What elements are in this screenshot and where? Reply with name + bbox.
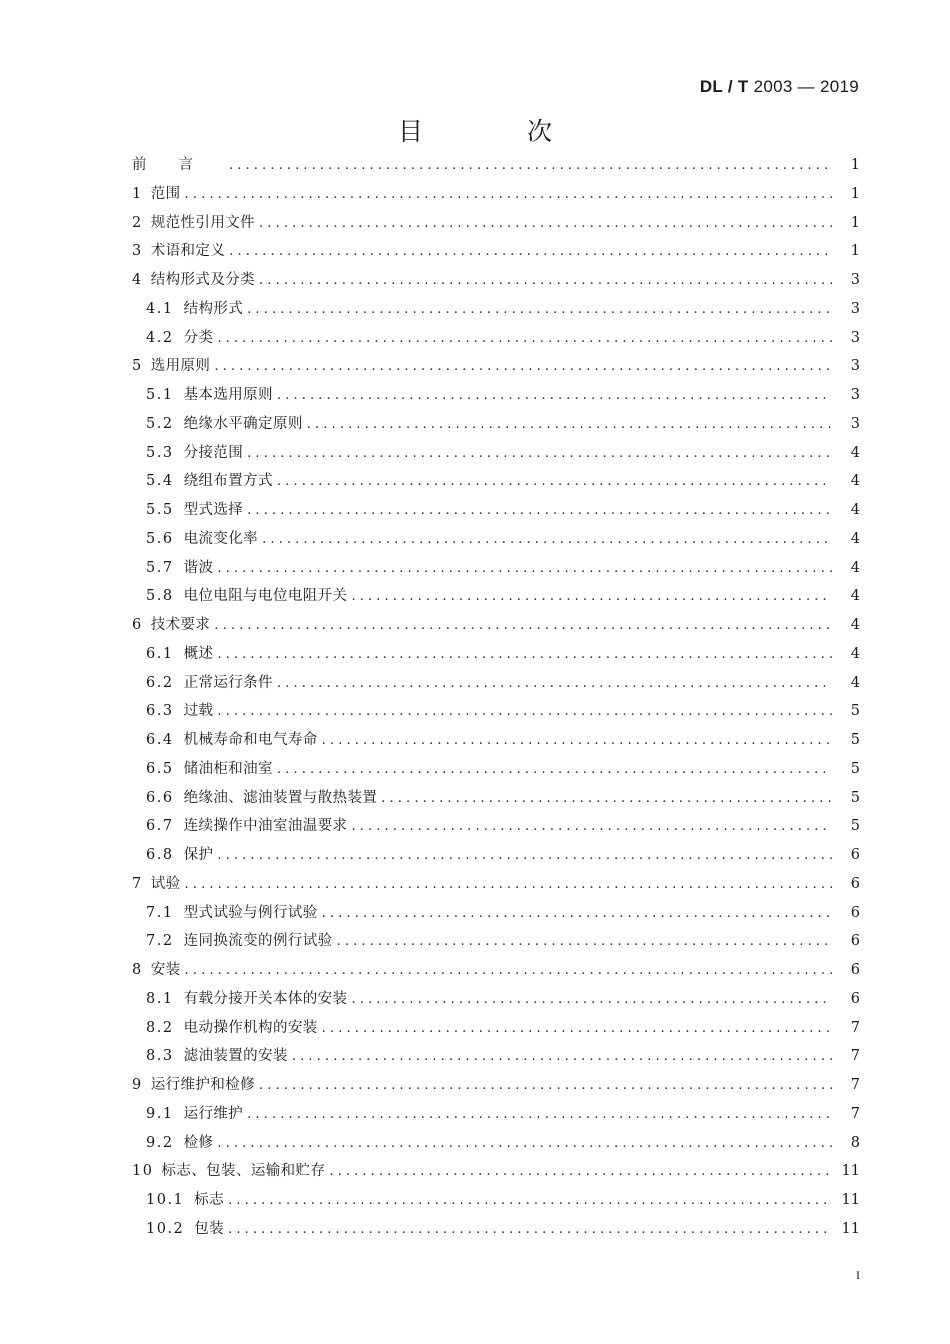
toc-entry[interactable] bbox=[132, 180, 860, 209]
toc-entry-number: 6.4 bbox=[146, 732, 174, 748]
toc-entry[interactable] bbox=[132, 841, 860, 870]
toc-entry-number: 10.1 bbox=[146, 1192, 185, 1208]
toc-entry-text: 技术要求 bbox=[150, 617, 211, 633]
toc-entry-label bbox=[146, 927, 333, 956]
toc-entry-label bbox=[146, 439, 243, 468]
toc-leader-dots bbox=[247, 1101, 832, 1129]
toc-leader-dots bbox=[329, 1158, 832, 1186]
toc-entry-text: 型式试验与例行试验 bbox=[183, 904, 318, 921]
toc-entry[interactable] bbox=[132, 927, 860, 956]
toc-entry-label bbox=[146, 381, 273, 410]
toc-entry-number: 10 bbox=[132, 1163, 154, 1180]
toc-entry[interactable] bbox=[132, 812, 860, 841]
toc-entry[interactable] bbox=[132, 1014, 860, 1043]
toc-entry[interactable] bbox=[132, 640, 860, 669]
toc-entry-text: 滤油装置的安装 bbox=[183, 1048, 288, 1065]
toc-entry-label bbox=[146, 812, 347, 841]
toc-entry-label bbox=[146, 1129, 213, 1158]
toc-entry-text: 谐波 bbox=[183, 559, 214, 576]
toc-leader-dots bbox=[228, 1216, 832, 1244]
toc-entry-label bbox=[146, 640, 213, 669]
toc-entry[interactable] bbox=[132, 1042, 860, 1071]
toc-entry-page: 11 bbox=[841, 1163, 860, 1180]
toc-entry-number: 8 bbox=[132, 962, 143, 978]
toc-entry[interactable] bbox=[132, 295, 860, 324]
toc-entry-label bbox=[146, 985, 347, 1014]
toc-entry-label bbox=[146, 899, 318, 928]
toc-entry-label bbox=[146, 582, 347, 611]
toc-entry[interactable] bbox=[132, 151, 860, 180]
toc-entry-page: 7 bbox=[850, 1048, 860, 1065]
toc-entry-page: 7 bbox=[850, 1077, 860, 1093]
toc-entry-text: 前言 bbox=[132, 157, 225, 173]
toc-entry-number: 6.3 bbox=[146, 703, 174, 720]
toc-entry-page: 1 bbox=[850, 157, 860, 173]
toc-entry[interactable] bbox=[132, 697, 860, 726]
toc-leader-dots bbox=[247, 440, 832, 468]
toc-entry-text: 运行维护和检修 bbox=[150, 1077, 256, 1093]
toc-entry-number: 8.1 bbox=[146, 990, 174, 1007]
toc-title: 目 次 bbox=[398, 117, 600, 146]
toc-entry-label bbox=[146, 554, 213, 583]
toc-entry-number: 7 bbox=[132, 875, 143, 892]
toc-entry-text: 包装 bbox=[194, 1220, 225, 1237]
toc-entry-page: 4 bbox=[850, 473, 860, 490]
toc-entry-text: 术语和定义 bbox=[150, 243, 226, 260]
toc-entry-label bbox=[132, 180, 181, 209]
toc-entry-page: 11 bbox=[841, 1220, 860, 1237]
toc-leader-dots bbox=[229, 238, 832, 266]
toc-entry-page: 1 bbox=[850, 185, 860, 202]
toc-entry[interactable] bbox=[132, 870, 860, 899]
toc-leader-dots bbox=[351, 583, 832, 611]
toc-entry[interactable] bbox=[132, 985, 860, 1014]
toc-entry-number: 5.5 bbox=[146, 502, 174, 518]
toc-entry-number: 5 bbox=[132, 358, 143, 375]
toc-leader-dots bbox=[185, 871, 832, 899]
toc-entry-page: 1 bbox=[850, 243, 860, 260]
toc-entry-number: 5.3 bbox=[146, 444, 174, 461]
toc-entry-number: 5.1 bbox=[146, 387, 174, 403]
toc-leader-dots bbox=[322, 727, 832, 755]
toc-entry-number: 4.2 bbox=[146, 329, 174, 346]
toc-entry-page: 4 bbox=[850, 674, 860, 691]
toc-entry-label bbox=[132, 611, 210, 640]
toc-entry-number: 7.2 bbox=[146, 933, 174, 950]
toc-entry-page: 6 bbox=[850, 847, 860, 863]
toc-entry-page: 7 bbox=[850, 1105, 860, 1122]
toc-entry-label bbox=[146, 1186, 224, 1215]
toc-leader-dots bbox=[307, 411, 832, 439]
toc-entry[interactable] bbox=[132, 352, 860, 381]
toc-entry[interactable] bbox=[132, 956, 860, 985]
toc-entry[interactable] bbox=[132, 1186, 860, 1215]
toc-entry-text: 检修 bbox=[183, 1134, 214, 1151]
toc-entry-number: 10.2 bbox=[146, 1220, 185, 1237]
toc-entry-text: 安装 bbox=[150, 962, 181, 978]
toc-entry[interactable] bbox=[132, 410, 860, 439]
toc-leader-dots bbox=[381, 785, 832, 813]
toc-leader-dots bbox=[277, 382, 832, 410]
toc-entry[interactable] bbox=[132, 1071, 860, 1100]
toc-entry-page: 8 bbox=[850, 1134, 860, 1151]
toc-entry-number: 2 bbox=[132, 214, 143, 231]
toc-entry-text: 绝缘水平确定原则 bbox=[183, 415, 303, 432]
toc-entry-number: 5.4 bbox=[146, 473, 174, 490]
toc-entry-number: 6.7 bbox=[146, 818, 174, 835]
toc-entry-number: 6.2 bbox=[146, 674, 174, 691]
toc-leader-dots bbox=[214, 353, 832, 381]
toc-entry-number: 5.2 bbox=[146, 415, 174, 432]
toc-entry-label bbox=[146, 841, 213, 870]
toc-entry[interactable] bbox=[132, 266, 860, 295]
toc-leader-dots bbox=[217, 325, 832, 353]
toc-leader-dots bbox=[277, 468, 832, 496]
toc-entry-page: 3 bbox=[850, 329, 860, 346]
toc-entry[interactable] bbox=[132, 439, 860, 468]
toc-entry-text: 绕组布置方式 bbox=[183, 473, 273, 490]
toc-entry-label bbox=[146, 1014, 318, 1043]
toc-entry[interactable] bbox=[132, 525, 860, 554]
toc-entry-page: 5 bbox=[850, 818, 860, 835]
toc-entry-page: 3 bbox=[850, 358, 860, 375]
toc-leader-dots bbox=[228, 1187, 832, 1215]
toc-entry-text: 电流变化率 bbox=[183, 530, 259, 547]
toc-entry-text: 结构形式 bbox=[183, 300, 244, 317]
toc-entry-page: 7 bbox=[850, 1019, 860, 1036]
toc-entry-number: 9.1 bbox=[146, 1105, 174, 1122]
toc-entry-text: 运行维护 bbox=[183, 1105, 244, 1122]
toc-entry[interactable] bbox=[132, 755, 860, 784]
toc-entry-page: 4 bbox=[850, 588, 860, 605]
toc-entry-label bbox=[146, 755, 273, 784]
toc-entry-text: 标志 bbox=[194, 1192, 225, 1208]
toc-entry-page: 3 bbox=[850, 300, 860, 317]
toc-leader-dots bbox=[322, 900, 832, 928]
toc-entry-number: 5.7 bbox=[146, 559, 174, 576]
toc-entry-page: 5 bbox=[850, 760, 860, 777]
toc-entry-text: 有载分接开关本体的安装 bbox=[183, 990, 348, 1007]
toc-entry-number: 6.1 bbox=[146, 645, 174, 662]
toc-entry-label bbox=[146, 467, 273, 496]
toc-entry-label bbox=[146, 726, 318, 755]
toc-leader-dots bbox=[351, 986, 832, 1014]
toc-entry-page: 3 bbox=[850, 415, 860, 432]
toc-leader-dots bbox=[229, 152, 832, 180]
toc-entry-text: 结构形式及分类 bbox=[150, 272, 256, 288]
toc-entry-label bbox=[146, 410, 303, 439]
toc-entry-page: 3 bbox=[850, 387, 860, 403]
toc-leader-dots bbox=[259, 267, 832, 295]
toc-leader-dots bbox=[217, 842, 832, 870]
toc-entry-page: 4 bbox=[850, 530, 860, 547]
toc-entry-number: 9 bbox=[132, 1077, 143, 1093]
toc-entry-label bbox=[146, 669, 273, 698]
toc-entry-page: 6 bbox=[850, 875, 860, 892]
toc-leader-dots bbox=[351, 813, 832, 841]
toc-entry-number: 5.8 bbox=[146, 588, 174, 605]
toc-entry-label bbox=[132, 209, 255, 238]
toc-entry-text: 电位电阻与电位电阻开关 bbox=[183, 588, 348, 605]
toc-entry[interactable] bbox=[132, 1157, 860, 1186]
toc-entry-label bbox=[132, 151, 225, 180]
toc-entry-label bbox=[146, 697, 213, 726]
toc-entry-number: 6.6 bbox=[146, 789, 174, 806]
toc-entry[interactable] bbox=[132, 209, 860, 238]
toc-leader-dots bbox=[185, 957, 832, 985]
toc-entry-label bbox=[132, 956, 181, 985]
toc-leader-dots bbox=[214, 612, 832, 640]
toc-entry-text: 规范性引用文件 bbox=[150, 214, 256, 231]
toc-entry[interactable] bbox=[132, 1215, 860, 1244]
toc-entry[interactable] bbox=[132, 726, 860, 755]
toc-leader-dots bbox=[337, 928, 832, 956]
toc-entry[interactable] bbox=[132, 381, 860, 410]
toc-entry[interactable] bbox=[132, 496, 860, 525]
toc-leader-dots bbox=[277, 756, 832, 784]
toc-entry-label bbox=[146, 525, 258, 554]
toc-entry-page: 6 bbox=[850, 990, 860, 1007]
toc-leader-dots bbox=[259, 210, 832, 238]
toc-entry-label bbox=[146, 324, 213, 353]
toc-entry-page: 1 bbox=[850, 214, 860, 231]
toc-entry-text: 电动操作机构的安装 bbox=[183, 1019, 318, 1036]
toc-entry-label bbox=[132, 266, 255, 295]
toc-entry-page: 3 bbox=[850, 272, 860, 288]
toc-entry-text: 试验 bbox=[150, 875, 181, 892]
toc-entry-text: 保护 bbox=[183, 847, 214, 863]
toc-entry[interactable] bbox=[132, 324, 860, 353]
toc-entry-label bbox=[132, 352, 210, 381]
toc-entry-number: 8.3 bbox=[146, 1048, 174, 1065]
toc-leader-dots bbox=[247, 296, 832, 324]
toc-entry[interactable] bbox=[132, 669, 860, 698]
toc-entry[interactable] bbox=[132, 611, 860, 640]
toc-leader-dots bbox=[185, 181, 832, 209]
toc-entry-label bbox=[132, 1157, 325, 1186]
standard-code-prefix: DL / T bbox=[699, 77, 749, 96]
toc-entry-text: 范围 bbox=[150, 185, 181, 202]
toc-entry-text: 连同换流变的例行试验 bbox=[183, 933, 333, 950]
toc-entry-text: 型式选择 bbox=[183, 502, 244, 518]
page-number: I bbox=[856, 1268, 860, 1282]
toc-entry-number: 6.5 bbox=[146, 760, 174, 777]
toc-entry-label bbox=[146, 1215, 224, 1244]
toc-entry-number: 9.2 bbox=[146, 1134, 174, 1151]
toc-entry-number: 3 bbox=[132, 243, 143, 260]
toc-leader-dots bbox=[247, 497, 832, 525]
toc-entry[interactable] bbox=[132, 784, 860, 813]
toc-entry-number: 7.1 bbox=[146, 904, 174, 921]
standard-code-number: 2003 — 2019 bbox=[753, 77, 859, 96]
toc-entry-number: 4.1 bbox=[146, 300, 174, 317]
toc-leader-dots bbox=[292, 1043, 832, 1071]
toc-entry-label bbox=[146, 496, 243, 525]
toc-entry-page: 5 bbox=[850, 732, 860, 748]
toc-entry-label bbox=[146, 1100, 243, 1129]
toc-entry-page: 4 bbox=[850, 559, 860, 576]
toc-entry-page: 6 bbox=[850, 962, 860, 978]
toc-entry-page: 5 bbox=[850, 703, 860, 720]
toc-entry-page: 6 bbox=[850, 904, 860, 921]
toc-entry-label bbox=[146, 784, 377, 813]
toc-entry-text: 标志、包装、运输和贮存 bbox=[161, 1163, 326, 1180]
toc-entry-text: 过载 bbox=[183, 703, 214, 720]
toc-entry[interactable] bbox=[132, 554, 860, 583]
toc-entry-page: 4 bbox=[850, 444, 860, 461]
table-of-contents bbox=[132, 151, 860, 1244]
toc-entry-page: 5 bbox=[850, 789, 860, 806]
toc-entry-text: 机械寿命和电气寿命 bbox=[183, 732, 318, 748]
toc-leader-dots bbox=[322, 1015, 832, 1043]
toc-entry-number: 6 bbox=[132, 617, 143, 633]
toc-leader-dots bbox=[217, 555, 832, 583]
toc-entry-page: 4 bbox=[850, 617, 860, 633]
toc-leader-dots bbox=[277, 670, 832, 698]
toc-entry-text: 基本选用原则 bbox=[183, 387, 273, 403]
toc-entry-label bbox=[132, 870, 181, 899]
toc-entry-number: 5.6 bbox=[146, 530, 174, 547]
toc-entry-page: 11 bbox=[841, 1192, 860, 1208]
toc-leader-dots bbox=[262, 526, 832, 554]
toc-entry[interactable] bbox=[132, 237, 860, 266]
toc-leader-dots bbox=[217, 641, 832, 669]
toc-entry[interactable] bbox=[132, 1129, 860, 1158]
toc-entry-label bbox=[132, 237, 225, 266]
toc-entry[interactable] bbox=[132, 1100, 860, 1129]
toc-entry-text: 分接范围 bbox=[183, 444, 244, 461]
toc-entry[interactable] bbox=[132, 899, 860, 928]
toc-entry-number: 6.8 bbox=[146, 847, 174, 863]
toc-entry-text: 正常运行条件 bbox=[183, 674, 273, 691]
toc-entry-text: 分类 bbox=[183, 329, 214, 346]
toc-entry-text: 连续操作中油室油温要求 bbox=[183, 818, 348, 835]
toc-leader-dots bbox=[259, 1072, 832, 1100]
toc-entry-text: 绝缘油、滤油装置与散热装置 bbox=[183, 789, 378, 806]
toc-entry-text: 选用原则 bbox=[150, 358, 211, 375]
toc-entry-label bbox=[132, 1071, 255, 1100]
toc-entry-number: 4 bbox=[132, 272, 143, 288]
toc-entry-number: 1 bbox=[132, 185, 143, 202]
toc-entry-label bbox=[146, 1042, 288, 1071]
toc-entry-number: 8.2 bbox=[146, 1019, 174, 1036]
toc-leader-dots bbox=[217, 698, 832, 726]
toc-entry-text: 储油柜和油室 bbox=[183, 760, 273, 777]
toc-entry-label bbox=[146, 295, 243, 324]
toc-entry[interactable] bbox=[132, 582, 860, 611]
standard-code bbox=[700, 77, 859, 97]
toc-leader-dots bbox=[217, 1130, 832, 1158]
toc-entry-page: 6 bbox=[850, 933, 860, 950]
toc-entry-page: 4 bbox=[850, 502, 860, 518]
toc-entry-text: 概述 bbox=[183, 645, 214, 662]
toc-entry-page: 4 bbox=[850, 645, 860, 662]
toc-entry[interactable] bbox=[132, 467, 860, 496]
